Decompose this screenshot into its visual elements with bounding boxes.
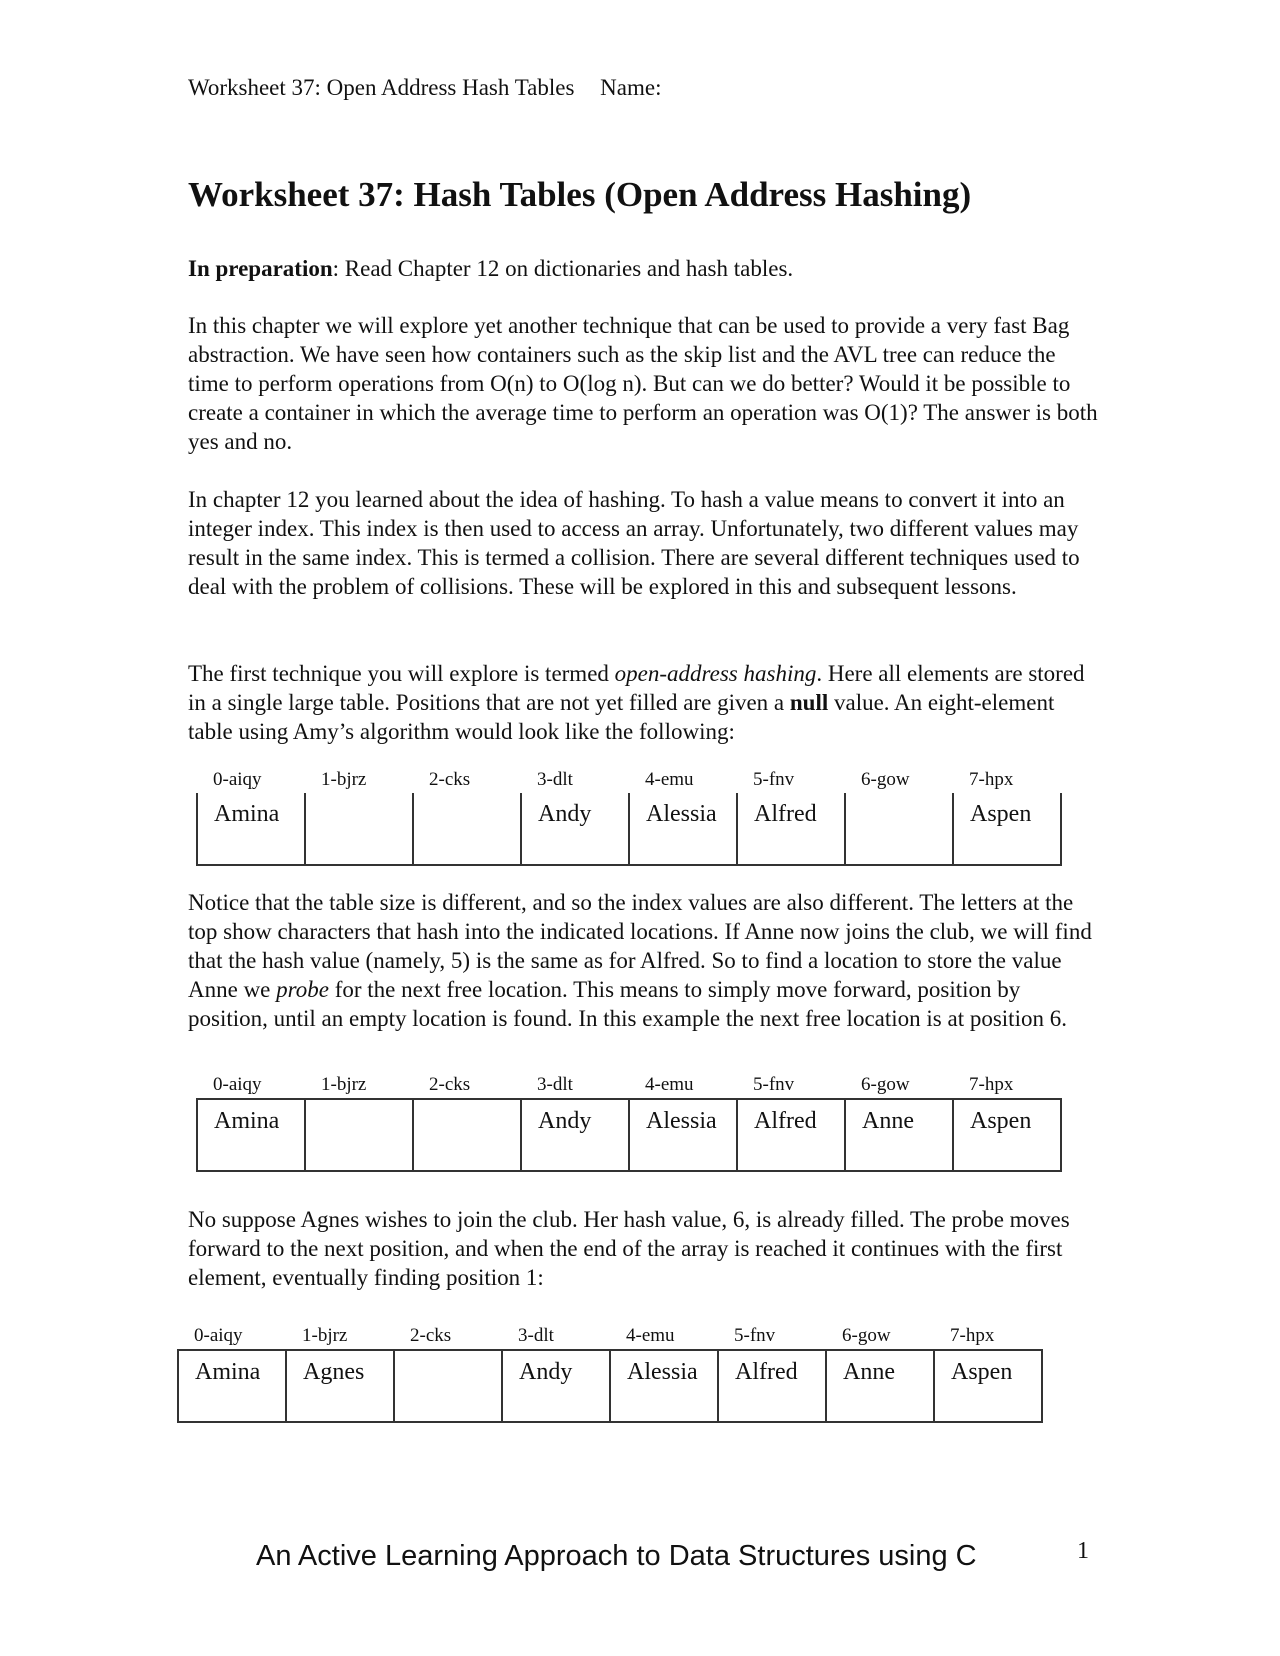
table-cell — [394, 1350, 502, 1422]
table-cell: Andy — [521, 793, 629, 865]
table-cell: Alfred — [737, 793, 845, 865]
table-cell — [413, 793, 521, 865]
table-row — [197, 1099, 1061, 1171]
column-header: 7-hpx — [950, 1325, 995, 1346]
table-cell: Aspen — [934, 1350, 1042, 1422]
column-header: 0-aiqy — [213, 1074, 262, 1095]
table-cell: Anne — [845, 1099, 953, 1171]
column-header: 1-bjrz — [302, 1325, 348, 1346]
table-cell: Alessia — [629, 1099, 737, 1171]
running-header — [188, 74, 661, 102]
table-cell: Alfred — [737, 1099, 845, 1171]
table-cell: Aspen — [953, 1099, 1061, 1171]
column-header: 5-fnv — [753, 1074, 795, 1095]
hash-table-with-anne — [196, 1070, 1062, 1172]
table-cell: Alessia — [610, 1350, 718, 1422]
column-header: 3-dlt — [518, 1325, 554, 1346]
intro-paragraph: In this chapter we will explore yet another technique that can be used to provide a very fast Bag abstraction. We have seen how containers such as the skip list and the AVL tree can reduce the time to perform operations from O(n) to O(log n). But can we do better? Would it be possible to create a container in which the average time to perform an operation was O(1)? The answer is both yes and no. — [188, 313, 1098, 454]
collision-text-1: Notice that the table size is different, and so the index values are also different. The letters at the top show characters that hash into the indicated locations. If Anne now joins the club, we will find that the hash value (namely, 5) is the same as for Alfred. So to find a location to store the value Anne we — [188, 890, 1092, 1002]
column-header: 7-hpx — [969, 769, 1014, 790]
null-keyword: null — [789, 690, 829, 715]
hash-table-with-agnes — [177, 1321, 1043, 1423]
column-header: 1-bjrz — [321, 769, 367, 790]
column-header: 7-hpx — [969, 1074, 1014, 1095]
column-header: 4-emu — [626, 1325, 675, 1346]
table-cell — [305, 1099, 413, 1171]
probe-term: probe — [276, 977, 329, 1002]
collision-text-2: for the next free location. This means to simply move forward, position by position, until an empty location is found. In this example the next free location is at position 6. — [188, 977, 1067, 1031]
table-cell: Amina — [178, 1350, 286, 1422]
table-cell: Agnes — [286, 1350, 394, 1422]
table-cell: Alessia — [629, 793, 737, 865]
preparation-label: In preparation — [188, 256, 333, 281]
column-header: 4-emu — [645, 769, 694, 790]
table-row — [178, 1350, 1042, 1422]
table-cell — [845, 793, 953, 865]
table-cell: Andy — [521, 1099, 629, 1171]
open-address-text-1: The first technique you will explore is termed — [188, 661, 615, 686]
open-address-term: open-address hashing — [614, 661, 817, 686]
table-cell: Andy — [502, 1350, 610, 1422]
page-title: Worksheet 37: Hash Tables (Open Address Hashing) — [188, 175, 972, 214]
table-cell: Amina — [197, 793, 305, 865]
table-header-row — [178, 1321, 1042, 1350]
column-header: 1-bjrz — [321, 1074, 367, 1095]
preparation-text: : Read Chapter 12 on dictionaries and hash tables. — [332, 256, 794, 281]
page-number: 1 — [1077, 1538, 1089, 1564]
name-label: Name: — [600, 75, 662, 100]
table-cell — [413, 1099, 521, 1171]
running-header-title: Worksheet 37: Open Address Hash Tables — [188, 75, 575, 100]
column-header: 5-fnv — [753, 769, 795, 790]
column-header: 5-fnv — [734, 1325, 776, 1346]
preparation-paragraph — [188, 254, 1098, 283]
open-address-text-3: value. An eight-element table using Amy’s algorithm would look like the following: — [188, 690, 1055, 744]
column-header: 3-dlt — [537, 1074, 573, 1095]
footer-book-title: An Active Learning Approach to Data Structures using C — [256, 1540, 977, 1572]
column-header: 6-gow — [842, 1325, 891, 1346]
column-header: 2-cks — [429, 1074, 471, 1095]
hashing-paragraph: In chapter 12 you learned about the idea of hashing. To hash a value means to convert it into an integer index. This index is then used to access an array. Unfortunately, two different values may result in the same index. This is termed a collision. There are several different techniques used to deal with the problem of collisions. These will be explored in this and subsequent lessons. — [188, 487, 1080, 599]
open-address-paragraph — [188, 659, 1098, 746]
table-row — [197, 793, 1061, 865]
hash-table-initial — [196, 765, 1062, 866]
column-header: 4-emu — [645, 1074, 694, 1095]
open-address-text-2: . Here all elements are stored in a single large table. Positions that are not yet filled are given a — [188, 661, 1085, 715]
column-header: 6-gow — [861, 1074, 910, 1095]
table-cell — [305, 793, 413, 865]
column-header: 6-gow — [861, 769, 910, 790]
column-header: 3-dlt — [537, 769, 573, 790]
column-header: 2-cks — [429, 769, 471, 790]
table-header-row — [197, 1070, 1061, 1099]
table-cell: Alfred — [718, 1350, 826, 1422]
table-header-row — [197, 765, 1061, 793]
column-header: 0-aiqy — [213, 769, 262, 790]
column-header: 2-cks — [410, 1325, 452, 1346]
column-header: 0-aiqy — [194, 1325, 243, 1346]
probe-wraparound-paragraph: No suppose Agnes wishes to join the club. Her hash value, 6, is already filled. The probe moves forward to the next position, and when the end of the array is reached it continues with the first element, eventually finding position 1: — [188, 1207, 1070, 1290]
table-cell: Anne — [826, 1350, 934, 1422]
table-cell: Amina — [197, 1099, 305, 1171]
table-cell: Aspen — [953, 793, 1061, 865]
collision-paragraph — [188, 888, 1098, 1033]
